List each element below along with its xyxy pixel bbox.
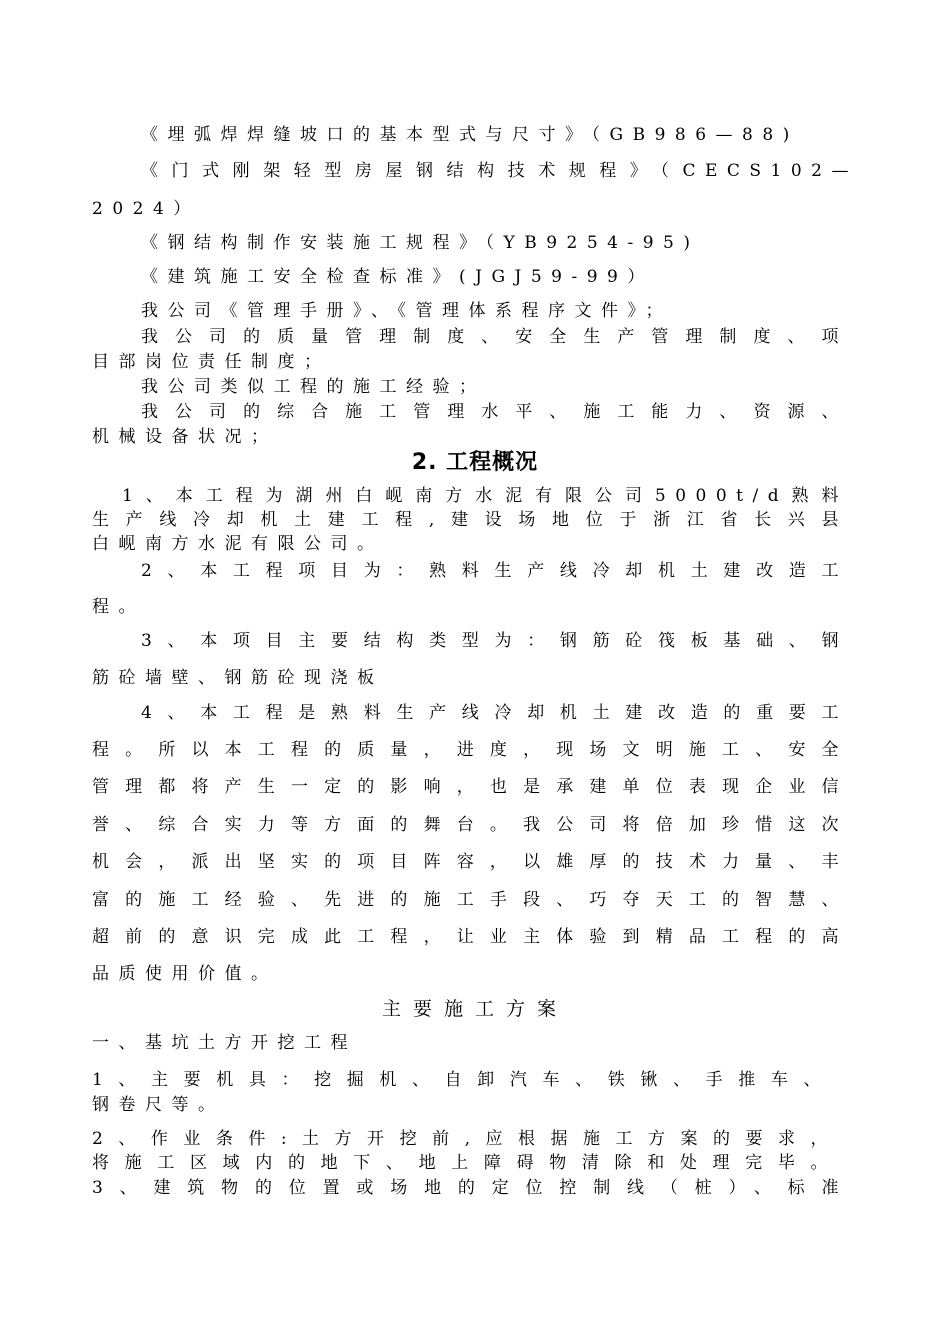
plan-item-line: 将施工区域内的地下、地上障碍物清除和处理完毕。 xyxy=(92,1153,837,1173)
overview-line: 生产线冷却机土建工程,建设场地位于浙江省长兴县 xyxy=(92,510,848,530)
reference-line: 2024） xyxy=(92,199,200,219)
basis-line: 我公司的质量管理制度、安全生产管理制度、项 xyxy=(141,327,848,347)
overview-line: 程。所以本工程的质量，进度，现场文明施工、安全 xyxy=(92,740,848,760)
overview-line: 誉、综合实力等方面的舞台。我公司将倍加珍惜这次 xyxy=(92,815,848,835)
plan-subheading: 一、基坑土方开挖工程 xyxy=(92,1033,357,1053)
overview-line: 超前的意识完成此工程，让业主体验到精品工程的高 xyxy=(92,927,848,947)
overview-line: 白岘南方水泥有限公司。 xyxy=(92,534,384,554)
overview-line: 管理都将产生一定的影响，也是承建单位表现企业信 xyxy=(92,777,848,797)
overview-line: 筋砼墙壁、钢筋砼现浇板 xyxy=(92,668,384,688)
overview-line: 2、本工程项目为：熟料生产线冷却机土建改造工 xyxy=(141,561,848,581)
plan-heading: 主要施工方案 xyxy=(381,998,568,1020)
overview-line: 4、本工程是熟料生产线冷却机土建改造的重要工 xyxy=(141,703,848,723)
overview-line: 程。 xyxy=(92,597,145,617)
reference-line: 《建筑施工安全检查标准》(JGJ59-99） xyxy=(141,267,654,287)
basis-line: 我公司类似工程的施工经验； xyxy=(141,377,486,397)
overview-line: 富的施工经验、先进的施工手段、巧夺天工的智慧、 xyxy=(92,890,848,910)
overview-line: 机会，派出坚实的项目阵容，以雄厚的技术力量、丰 xyxy=(92,852,848,872)
basis-line: 我公司的综合施工管理水平、施工能力、资源、 xyxy=(141,402,848,422)
reference-line: 《门式刚架轻型房屋钢结构技术规程》（CECS102— xyxy=(141,161,858,181)
overview-line: 1、本工程为湖州白岘南方水泥有限公司5000t/d熟料 xyxy=(122,486,848,506)
reference-line: 《钢结构制作安装施工规程》（YB9254-95) xyxy=(141,233,700,253)
section-heading: 2. 工程概况 xyxy=(411,450,539,475)
reference-line: 《埋弧焊焊缝坡口的基本型式与尺寸》（GB986—88) xyxy=(141,125,799,145)
overview-line: 品质使用价值。 xyxy=(92,964,278,984)
basis-line: 目部岗位责任制度； xyxy=(92,352,331,372)
plan-item-line: 3、建筑物的位置或场地的定位控制线（桩）、标准 xyxy=(92,1178,848,1198)
plan-item-line: 钢卷尺等。 xyxy=(92,1095,225,1115)
overview-line: 3、本项目主要结构类型为：钢筋砼筏板基础、钢 xyxy=(141,631,848,651)
basis-line: 机械设备状况； xyxy=(92,427,278,447)
plan-item-line: 2、作业条件:土方开挖前,应根据施工方案的要求， xyxy=(92,1129,837,1149)
basis-line: 我公司《管理手册》、《管理体系程序文件》； xyxy=(141,301,672,321)
plan-item-line: 1、主要机具：挖掘机、自卸汽车、铁锹、手推车、 xyxy=(92,1070,830,1090)
